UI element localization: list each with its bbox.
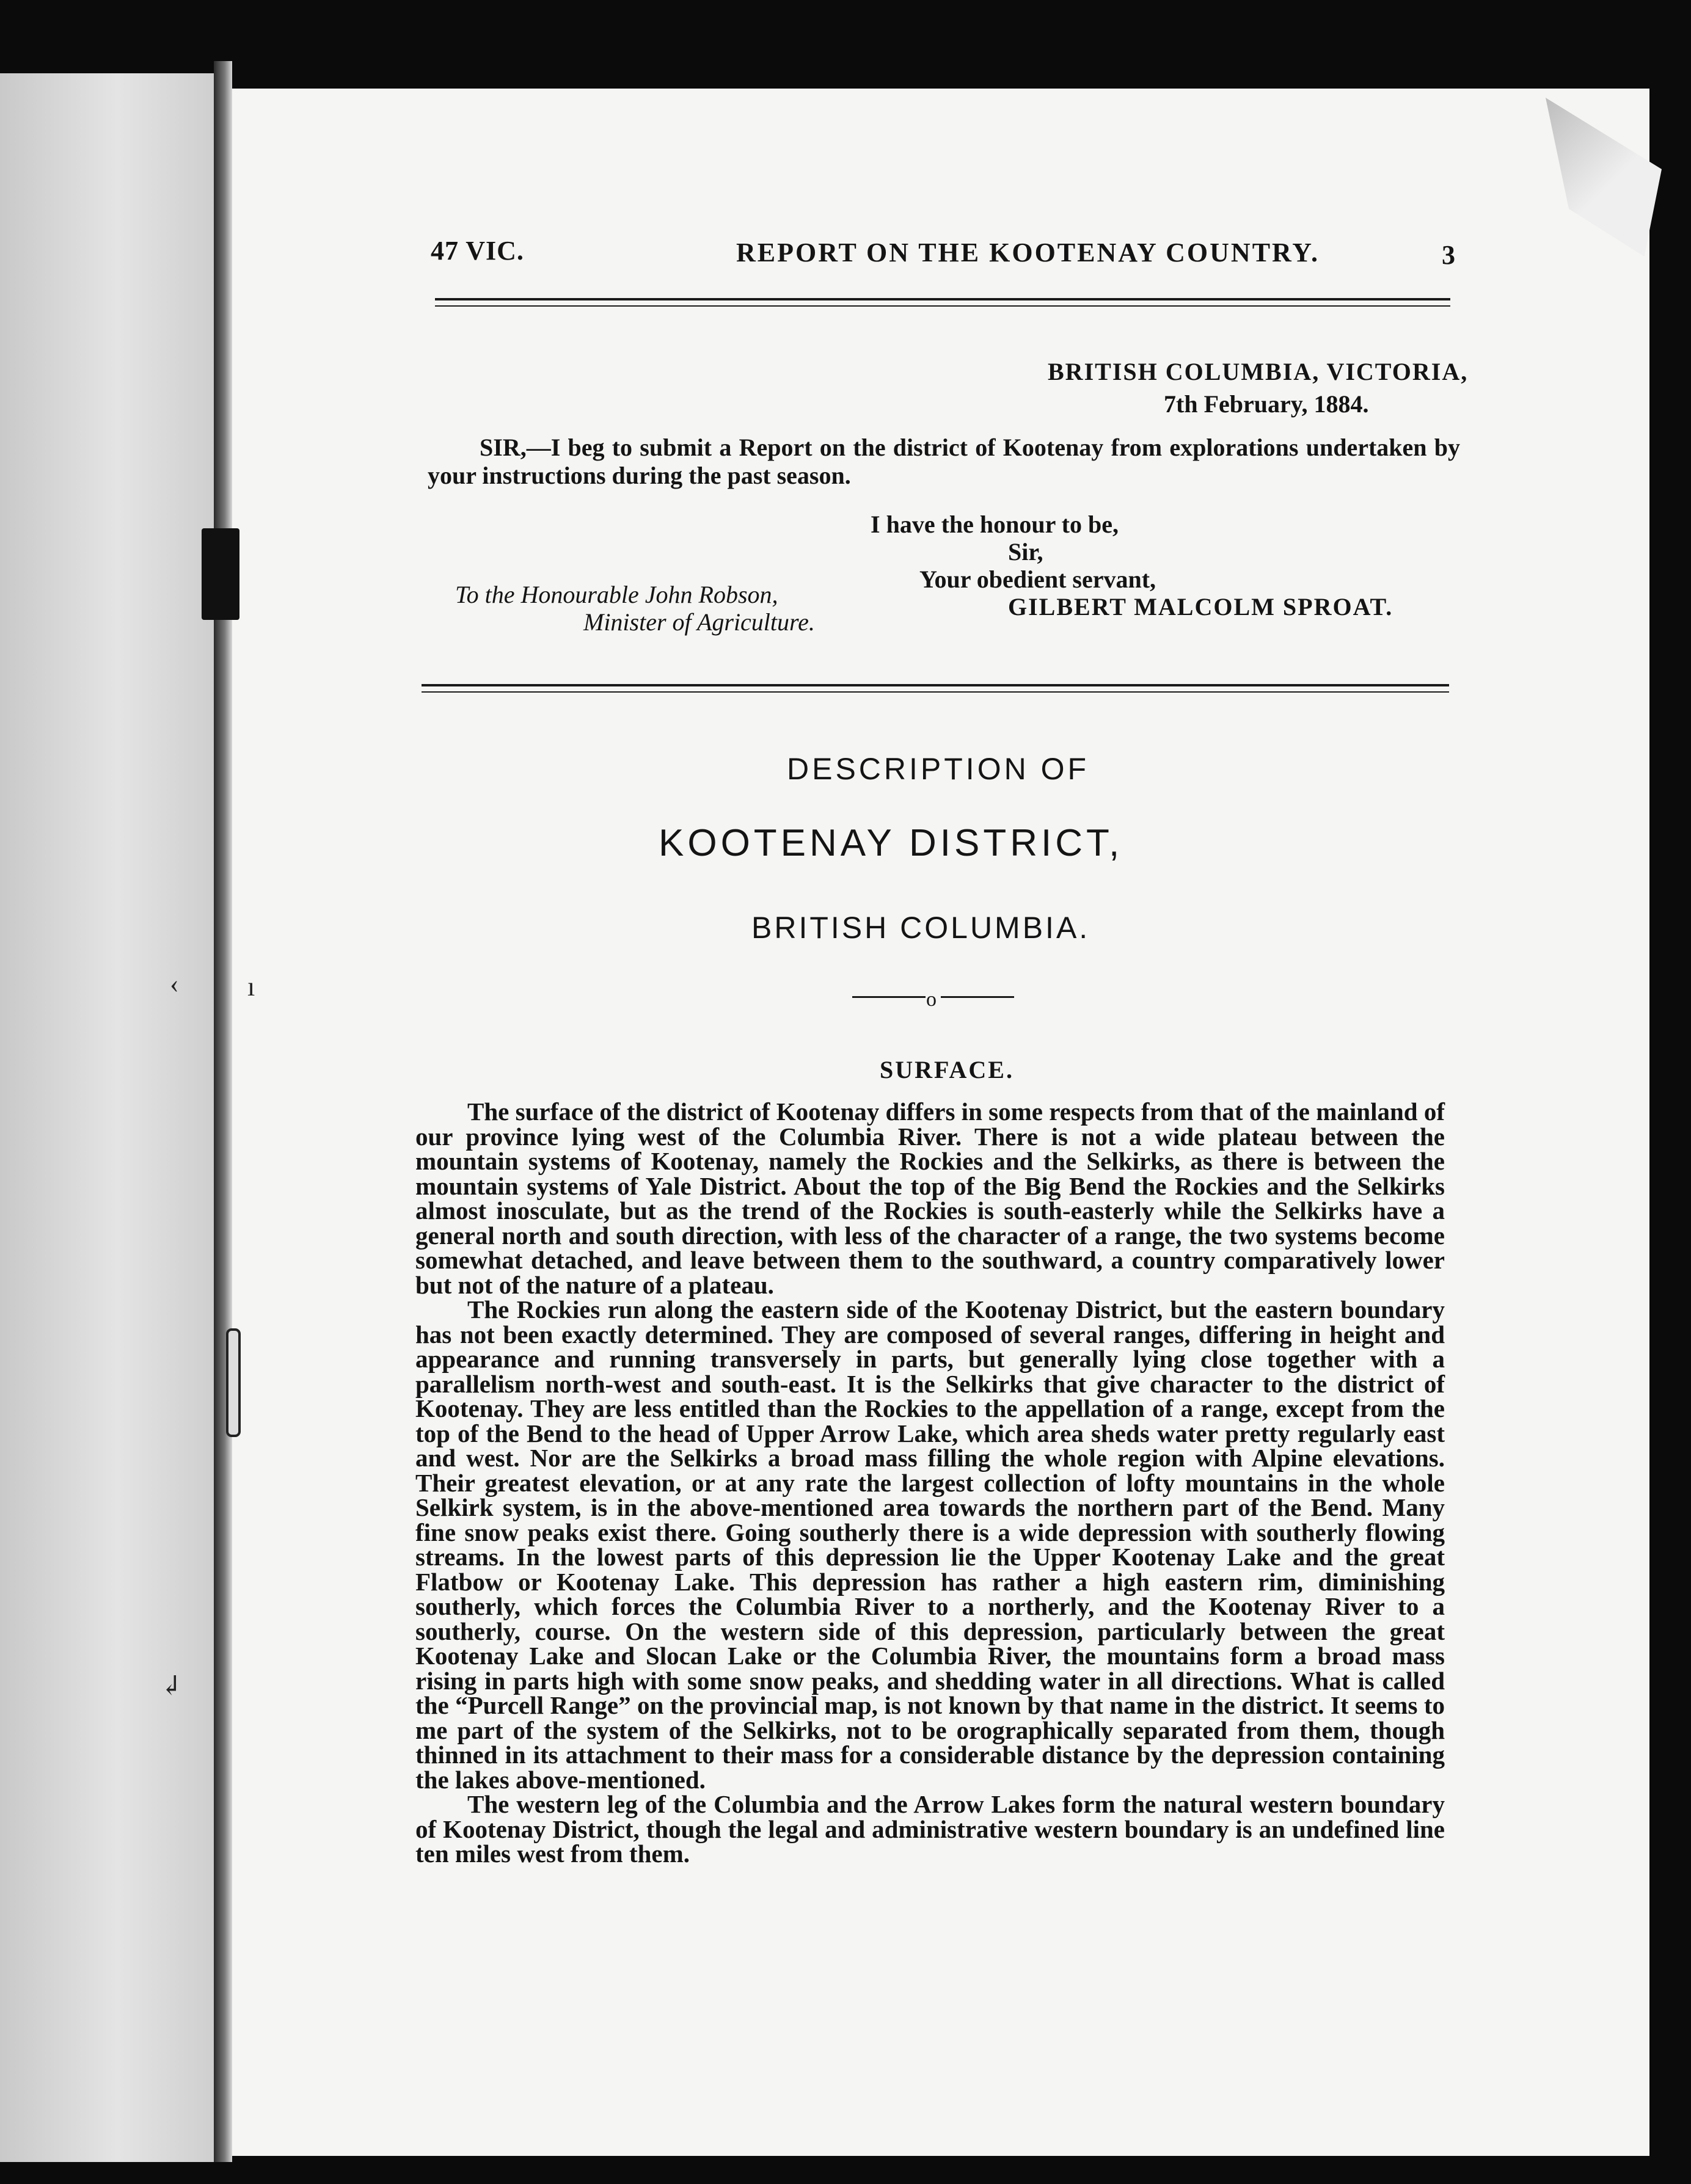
ornament-mark: o — [926, 988, 937, 1011]
paragraph: The western leg of the Columbia and the Arrow Lakes form the natural western boundary of Kootenay District, though the legal and administrative western boundary is an undefined line ten miles west from them. — [415, 1790, 1445, 1868]
ornament-rule-left — [852, 996, 926, 998]
margin-mark: ı — [247, 972, 255, 1002]
letter-body: SIR,—I beg to submit a Report on the district of Kootenay from explorations undertaken by your instructions during the past season. — [428, 434, 1460, 489]
letter-signoff-line: Sir, — [1008, 538, 1043, 566]
section-heading: SURFACE. — [880, 1056, 1014, 1083]
header-rule — [435, 305, 1450, 307]
binding-gutter — [214, 61, 232, 2162]
letter-signoff-line: Your obedient servant, — [919, 566, 1156, 593]
header-rule — [435, 298, 1450, 300]
running-head-title: REPORT ON THE KOOTENAY COUNTRY. — [736, 238, 1320, 268]
letter-date: 7th February, 1884. — [1164, 390, 1369, 418]
letter-signoff-line: I have the honour to be, — [871, 511, 1119, 538]
running-head-session: 47 VIC. — [431, 236, 524, 266]
page-number: 3 — [1442, 240, 1456, 270]
paragraph: The Rockies run along the eastern side of the Kootenay District, but the eastern boundary has not been exactly determined. They are composed of several ranges, differing in height and appearance and running transversely in parts, but generally lying close together with a parallelism north-west and south-east. It is the Selkirks that give character to the district of Kootenay. They are less entitled than the Rockies to the appellation of a range, except from the top of the Bend to the head of Upper Arrow Lake, which area sheds water pretty regularly east and west. Nor are the Selkirks a broad mass filling the whole region with Alpine elevations. Their greatest elevation, or at any rate the largest collection of lofty mountains in the whole Selkirk system, is in the above-mentioned area towards the northern part of the Bend. Many fine snow peaks exist there. Going southerly there is a wide depression with southerly flowing streams. In the lowest parts of this depression lie the Upper Kootenay Lake and the great Flatbow or Kootenay Lake. This depression has rather a high eastern rim, diminishing southerly, which forces the Columbia River to a northerly, and the Kootenay River to a southerly, course. On the western side of this depression, particularly between the great Kootenay Lake and Slocan Lake or the Columbia River, the mountains form a broad mass rising in parts high with some snow peaks, and shedding water in all directions. What is called the “Purcell Range” on the provincial map, is not known by that name in the district. It seems to me part of the system of the Selkirks, not to be orographically separated from them, though thinned in its attachment to their mass for a considerable distance by the depression containing the lakes above-mentioned. — [415, 1295, 1445, 1794]
facing-page-edge — [0, 73, 214, 2162]
letter-signature: GILBERT MALCOLM SPROAT. — [1008, 593, 1393, 621]
section-rule — [422, 684, 1449, 686]
binding-staple — [226, 1328, 241, 1437]
binding-tab — [202, 528, 239, 620]
letter-place: BRITISH COLUMBIA, VICTORIA, — [1048, 358, 1469, 385]
title-line-2: KOOTENAY DISTRICT, — [659, 822, 1123, 864]
title-line-1: DESCRIPTION OF — [787, 752, 1090, 786]
title-line-3: BRITISH COLUMBIA. — [751, 911, 1090, 945]
section-rule — [422, 691, 1449, 693]
ornament-rule-right — [941, 996, 1014, 998]
body-text — [415, 1099, 1445, 1866]
paragraph: The surface of the district of Kootenay differs in some respects from that of the mainland of our province lying west of the Columbia River. There is not a wide plateau between the mountain systems of Kootenay, namely the Rockies and the Selkirks, as there is between the mountain systems of Yale District. About the top of the Big Bend the Rockies and the Selkirks almost inosculate, but as the trend of the Rockies is south-easterly while the Selkirks have a general north and south direction, with less of the character of a range, the two systems become somewhat detached, and leave between them to the southward, a country comparatively lower but not of the nature of a plateau. — [415, 1097, 1445, 1299]
margin-mark: ↲ — [160, 1671, 183, 1701]
addressee-line: Minister of Agriculture. — [583, 608, 815, 636]
addressee-line: To the Honourable John Robson, — [455, 581, 778, 608]
margin-mark: ‹ — [170, 969, 179, 999]
